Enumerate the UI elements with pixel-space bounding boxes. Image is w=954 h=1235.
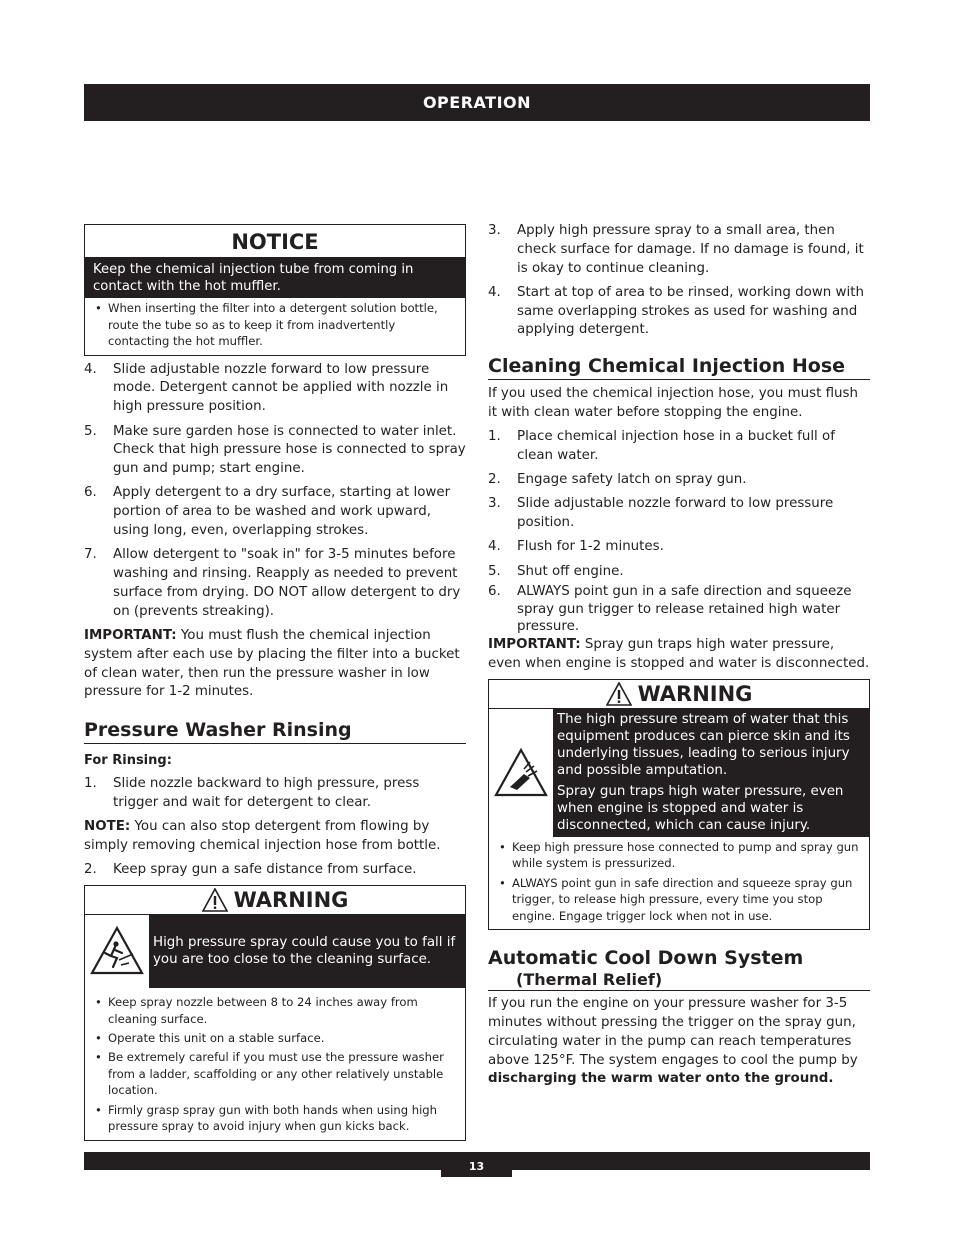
warning-box-fall [84, 885, 466, 1141]
list-item: 2. Engage safety latch on spray gun. [488, 471, 747, 487]
cleaning-steps [488, 428, 870, 636]
left-column [84, 222, 466, 1141]
section-title: OPERATION [422, 93, 532, 112]
rinsing-note: NOTE: You can also stop detergent from flowing by simply removing chemical injection hose from bottle. [84, 819, 441, 853]
detergent-steps [84, 361, 466, 622]
list-item: • Operate this unit on a stable surface. [95, 1030, 325, 1045]
right-column [488, 222, 870, 1089]
cooldown-heading-block [488, 946, 870, 991]
list-item: • Keep high pressure hose connected to pump and spray gun while system is pressurized. [499, 839, 859, 871]
list-item: 2. Keep spray gun a safe distance from surface. [84, 861, 417, 877]
page-number: 13 [441, 1152, 512, 1177]
warning-body [85, 915, 465, 988]
list-item: • Keep spray nozzle between 8 to 24 inches away from cleaning surface. [95, 994, 418, 1026]
rinsing-steps-2 [84, 861, 466, 880]
list-item: 6. ALWAYS point gun in a safe direction and squeeze spray gun trigger to release retained high water pressure. [488, 584, 852, 635]
cooldown-subheading: (Thermal Relief) [516, 970, 663, 990]
list-item: 6. Apply detergent to a dry surface, starting at lower portion of area to be washed and work upward, using long, even, overlapping strokes. [84, 485, 451, 538]
important-paragraph: IMPORTANT: You must flush the chemical injection system after each use by placing the filter into a bucket of clean water, then run the pressure washer in low pressure for 1-2 minutes. [84, 627, 460, 700]
rinsing-steps [84, 775, 466, 813]
rinsing-heading: Pressure Washer Rinsing [84, 718, 466, 744]
notice-highlight: Keep the chemical injection tube from coming in contact with the hot muffler. [85, 257, 465, 298]
list-item: 3. Apply high pressure spray to a small area, then check surface for damage. If no damage is found, it is okay to continue cleaning. [488, 223, 864, 276]
section-header [84, 84, 870, 121]
list-item: • Firmly grasp spray gun with both hands when using high pressure spray to avoid injury when gun kicks back. [95, 1102, 438, 1134]
list-item: • ALWAYS point gun in safe direction and squeeze spray gun trigger, to release high pressure, every time you stop engine. Engage trigger lock when not in use. [499, 875, 853, 923]
cooldown-heading: Automatic Cool Down System [488, 947, 804, 970]
list-item: 5. Make sure garden hose is connected to water inlet. Check that high pressure hose is connected to spray gun and pump; start engine. [84, 423, 466, 477]
cleaning-intro: If you used the chemical injection hose, you must flush it with clean water before stopping the engine. [488, 386, 858, 421]
list-item: 4. Slide adjustable nozzle forward to low pressure mode. Detergent cannot be applied with nozzle in high pressure position. [84, 361, 449, 415]
list-item: 3. Slide adjustable nozzle forward to low pressure position. [488, 496, 834, 531]
warning-box-injection [488, 679, 870, 931]
list-item: 4. Start at top of area to be rinsed, working down with same overlapping strokes as used for washing and applying detergent. [488, 284, 864, 338]
notice-title: NOTICE [231, 230, 319, 254]
warning-title: WARNING [489, 680, 869, 709]
list-item: 7. Allow detergent to "soak in" for 3-5 minutes before washing and rinsing. Reapply as needed to prevent surface from drying. DO NOT allow detergent to dry on (prevents streaking). [84, 547, 461, 619]
cooldown-text: If you run the engine on your pressure washer for 3-5 minutes without pressing the trigger on the spray gun, circulating water in the pump can reach temperatures above 125°F. The system engages to cool the pump by discharging the warm water onto the ground. [488, 996, 858, 1087]
warning-triangle-icon [606, 682, 632, 706]
injection-hazard-icon [489, 709, 553, 837]
list-item: 5. Shut off engine. [488, 563, 624, 579]
warning-body [489, 709, 869, 837]
warning-bullets [85, 988, 465, 1140]
list-item: 4. Flush for 1-2 minutes. [488, 539, 664, 555]
list-item: • Be extremely careful if you must use the pressure washer from a ladder, scaffolding or any other relatively unstable location. [95, 1050, 444, 1098]
rinsing-steps-continued [488, 222, 870, 340]
warning-text: High pressure spray could cause you to fall if you are too close to the cleaning surface. [153, 935, 456, 968]
warning-triangle-icon [202, 888, 228, 912]
notice-box [84, 224, 466, 356]
cleaning-important: IMPORTANT: Spray gun traps high water pressure, even when engine is stopped and water is disconnected. [488, 636, 870, 671]
warning-title: WARNING [85, 886, 465, 915]
notice-bullet: • When inserting the filter into a detergent solution bottle, route the tube so as to keep it from inadvertently contacting the hot muffler. [95, 301, 438, 349]
rinsing-subheading: For Rinsing: [84, 753, 172, 769]
list-item: 1. Slide nozzle backward to high pressure, press trigger and wait for detergent to clear. [84, 775, 420, 810]
cleaning-heading: Cleaning Chemical Injection Hose [488, 354, 870, 380]
warning-bullets [489, 837, 869, 930]
warning-text: The high pressure stream of water that this equipment produces can pierce skin and its underlying tissues, leading to serious injury and possible amputation. Spray gun traps high water pressure, even when engine is stopped and water is disconnected, which can cause injury. [557, 711, 850, 834]
list-item: 1. Place chemical injection hose in a bucket full of clean water. [488, 428, 835, 463]
fall-hazard-icon [85, 915, 149, 988]
